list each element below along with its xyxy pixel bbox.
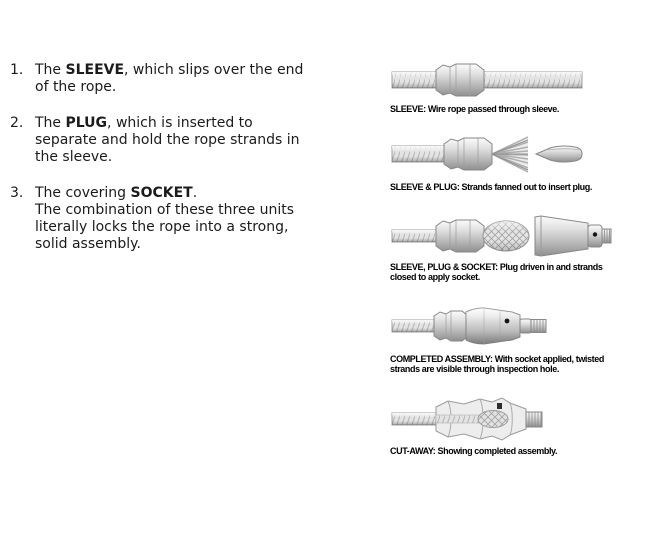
list-item-number: 2. [10, 115, 24, 131]
figure-caption-text: Wire rope passed through sleeve. [427, 104, 559, 114]
sleeve-fitting [436, 64, 484, 96]
list-item-text [35, 185, 312, 202]
list-item-text [35, 115, 312, 166]
list-item-body [35, 62, 312, 96]
inspection-hole [593, 232, 597, 236]
fanned-strands [492, 136, 528, 172]
threaded-stud [520, 319, 546, 333]
list-item-number: 3. [10, 185, 24, 201]
text-segment: , which is inserted to separate and hold the rope strands in the sleeve. [35, 115, 300, 165]
figure-caption [390, 183, 625, 193]
figure-caption-label: SLEEVE: [390, 104, 426, 114]
figure-cut-away [390, 396, 625, 457]
list-item-body [35, 185, 312, 253]
list-item-body [35, 115, 312, 166]
figure-caption-text: With socket applied, twisted strands are visible through inspection hole. [390, 354, 604, 374]
sleeve-fitting [434, 311, 468, 341]
figure-caption [390, 263, 625, 282]
text-segment: The covering [35, 185, 131, 201]
term-plug: PLUG [65, 115, 108, 131]
inspection-hole [505, 319, 510, 324]
closed-strand-bulb [483, 221, 529, 251]
socket-barrel [466, 308, 520, 344]
wire-rope [392, 72, 582, 88]
numbered-list [10, 62, 312, 272]
figure-caption [390, 105, 625, 115]
text-segment: The [35, 115, 66, 131]
figure-caption-text: Strands fanned out to insert plug. [461, 182, 592, 192]
text-segment: The [35, 62, 66, 78]
figure-caption-label: COMPLETED ASSEMBLY: [390, 354, 493, 364]
sleeve-plug-socket-step-illustration [390, 214, 613, 258]
completed-assembly-illustration [390, 302, 550, 350]
sleeve-fitting [444, 138, 492, 170]
figure-sleeve [390, 60, 625, 115]
text-segment: , which slips over the end of the rope. [35, 62, 304, 95]
term-sleeve: SLEEVE [65, 62, 125, 78]
figure-completed-assembly [390, 302, 625, 374]
list-item-socket [10, 185, 312, 253]
wire-rope [392, 230, 440, 242]
list-item-sleeve [10, 62, 312, 96]
section-cut-mark [497, 403, 502, 409]
term-socket: SOCKET [130, 185, 193, 201]
sleeve-plug-step-illustration [390, 132, 585, 178]
plug [536, 146, 582, 162]
list-item-extra-text: The combination of these three units literally locks the rope into a strong, solid assembly. [35, 202, 295, 252]
wire-rope [392, 413, 442, 425]
figure-sleeve-plug-socket [390, 214, 625, 282]
figure-caption [390, 355, 625, 374]
figure-caption-label: SLEEVE, PLUG & SOCKET: [390, 262, 498, 272]
sleeve-fitting [436, 220, 484, 252]
figure-caption-text: Showing completed assembly. [437, 446, 558, 456]
figure-caption-text: Plug driven in and strands closed to apply socket. [390, 262, 603, 282]
list-item-text [35, 62, 312, 96]
wire-rope [392, 320, 438, 332]
figure-caption-label: CUT-AWAY: [390, 446, 436, 456]
figure-caption-label: SLEEVE & PLUG: [390, 182, 460, 192]
threaded-stud [526, 412, 542, 427]
sleeve-step-illustration [390, 60, 585, 100]
list-item-plug [10, 115, 312, 166]
figure-caption [390, 447, 625, 457]
socket [535, 216, 611, 256]
cut-away-illustration [390, 396, 550, 442]
figure-sleeve-plug [390, 132, 625, 193]
text-segment: . [192, 185, 198, 201]
list-item-number: 1. [10, 62, 24, 78]
wire-rope [392, 146, 448, 162]
